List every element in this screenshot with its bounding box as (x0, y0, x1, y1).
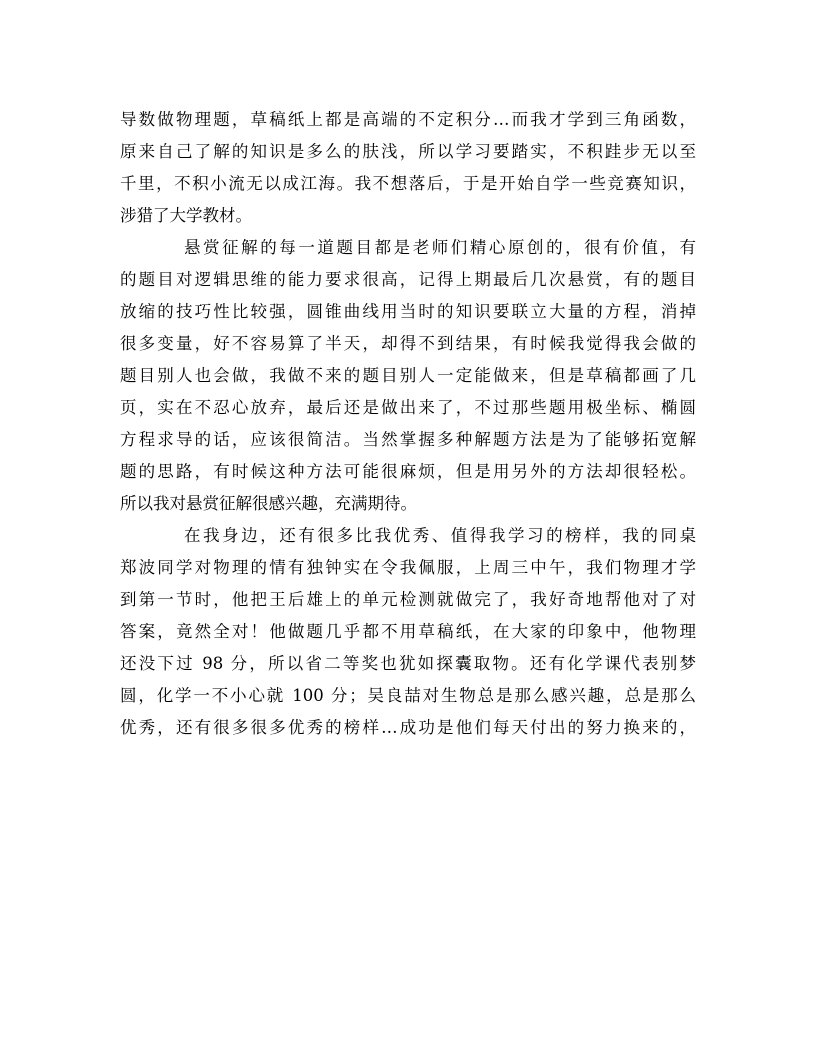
document-body (120, 104, 696, 744)
text-line: 所以我对悬赏征解很感兴趣，充满期待。 (120, 494, 417, 513)
text-line: 题的思路，有时候这种方法可能很麻烦，但是用另外的方法却很轻松。 (120, 462, 696, 481)
text-line: 的题目对逻辑思维的能力要求很高，记得上期最后几次悬赏，有的题目 (120, 270, 696, 289)
paragraph-1 (120, 104, 696, 232)
text-line: 优秀，还有很多很多优秀的榜样…成功是他们每天付出的努力换来的， (120, 718, 696, 737)
text-line: 还没下过 98 分，所以省二等奖也犹如探囊取物。还有化学课代表别梦 (120, 654, 696, 673)
text-line: 原来自己了解的知识是多么的肤浅，所以学习要踏实，不积跬步无以至 (120, 142, 696, 161)
paragraph-2 (120, 232, 696, 520)
text-line: 圆，化学一不小心就 100 分；吴良喆对生物总是那么感兴趣，总是那么 (120, 686, 696, 705)
text-line: 千里，不积小流无以成江海。我不想落后，于是开始自学一些竞赛知识， (120, 174, 696, 193)
text-line: 到第一节时，他把王后雄上的单元检测就做完了，我好奇地帮他对了对 (120, 590, 696, 609)
text-line: 放缩的技巧性比较强，圆锥曲线用当时的知识要联立大量的方程，消掉 (120, 302, 696, 321)
text-line: 在我身边，还有很多比我优秀、值得我学习的榜样，我的同桌 (184, 526, 696, 545)
text-line: 方程求导的话，应该很简洁。当然掌握多种解题方法是为了能够拓宽解 (120, 430, 696, 449)
text-line: 悬赏征解的每一道题目都是老师们精心原创的，很有价值，有 (184, 238, 696, 257)
text-line: 很多变量，好不容易算了半天，却得不到结果，有时候我觉得我会做的 (120, 334, 696, 353)
text-line: 题目别人也会做，我做不来的题目别人一定能做来，但是草稿都画了几 (120, 366, 696, 385)
text-line: 涉猎了大学教材。 (120, 206, 252, 225)
text-line: 页，实在不忍心放弃，最后还是做出来了，不过那些题用极坐标、椭圆 (120, 398, 696, 417)
text-line: 答案，竟然全对！他做题几乎都不用草稿纸，在大家的印象中，他物理 (120, 622, 696, 641)
paragraph-3 (120, 520, 696, 744)
text-line: 导数做物理题，草稿纸上都是高端的不定积分…而我才学到三角函数， (120, 110, 696, 129)
text-line: 郑波同学对物理的情有独钟实在令我佩服，上周三中午，我们物理才学 (120, 558, 696, 577)
